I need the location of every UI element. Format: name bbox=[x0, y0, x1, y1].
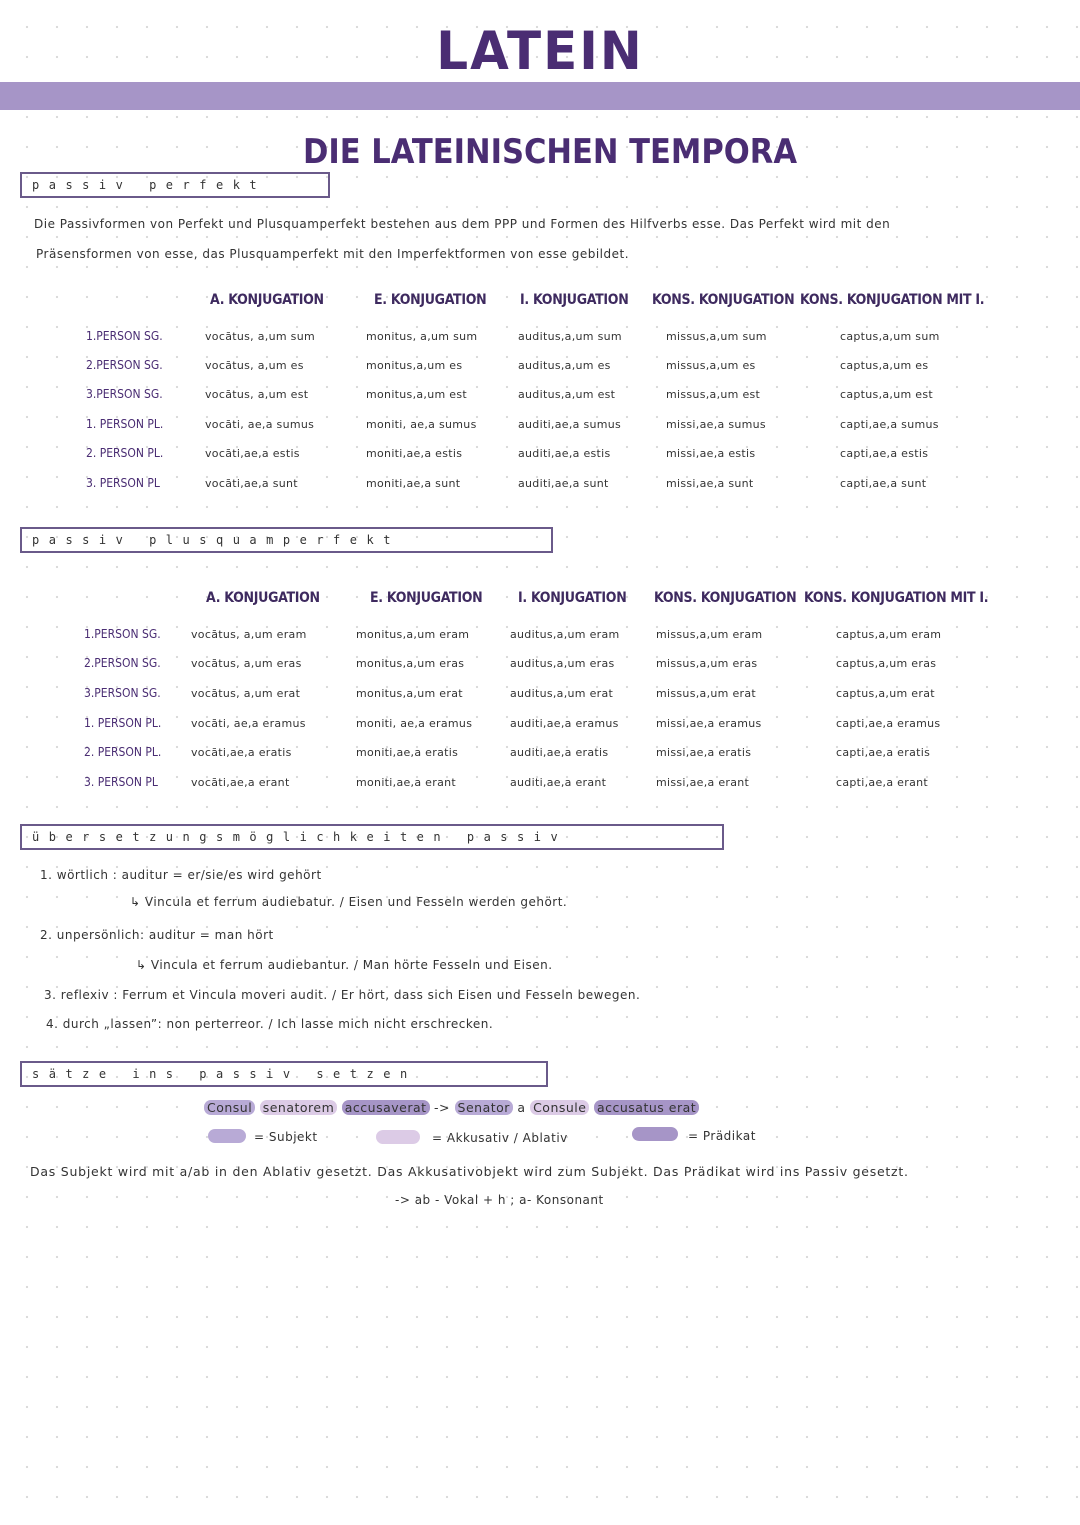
table-cell: monitus, a,um sum bbox=[366, 330, 478, 343]
table-cell: monitus,a,um est bbox=[366, 388, 468, 401]
table-cell: auditus,a,um est bbox=[518, 388, 616, 401]
table-cell: vocāti,ae,a sunt bbox=[205, 477, 298, 490]
table-cell: capti,ae,a estis bbox=[840, 447, 929, 460]
table-cell: missus,a,um sum bbox=[666, 330, 767, 343]
example-predicate: accusaverat bbox=[342, 1100, 430, 1115]
person-label: 2. PERSON PL. bbox=[86, 446, 164, 460]
translation-impersonal-example: ↳ Vincula et ferrum audiebantur. / Man hörte Fesseln und Eisen. bbox=[136, 958, 553, 972]
column-header: I. KONJUGATION bbox=[520, 292, 629, 308]
section-label-perfekt: passiv perfekt bbox=[20, 172, 330, 198]
example-passive-predicate: accusatus erat bbox=[594, 1100, 699, 1115]
table-cell: missus,a,um erat bbox=[656, 687, 756, 700]
table-cell: vocāti, ae,a sumus bbox=[205, 418, 315, 431]
header-band bbox=[0, 82, 1080, 110]
table-cell: moniti,ae,a erant bbox=[356, 776, 456, 789]
table-cell: missus,a,um eram bbox=[656, 628, 763, 641]
person-label: 2.PERSON SG. bbox=[84, 656, 161, 670]
legend-praedikat-swatch bbox=[632, 1127, 678, 1141]
table-cell: vocātus, a,um sum bbox=[205, 330, 315, 343]
table-cell: auditi,ae,a estis bbox=[518, 447, 611, 460]
table-cell: moniti,ae,a estis bbox=[366, 447, 463, 460]
column-header: E. KONJUGATION bbox=[374, 292, 487, 308]
person-label: 3.PERSON SG. bbox=[84, 686, 161, 700]
person-label: 2. PERSON PL. bbox=[84, 745, 162, 759]
person-label: 3. PERSON PL bbox=[84, 775, 158, 789]
translation-literal-example: ↳ Vincula et ferrum audiebatur. / Eisen und Fesseln werden gehört. bbox=[130, 895, 568, 909]
table-cell: missus,a,um eras bbox=[656, 657, 758, 670]
intro-line-2: Präsensformen von esse, das Plusquamperfekt mit den Imperfektformen von esse gebildet. bbox=[36, 247, 630, 261]
example-ablative: Consule bbox=[530, 1100, 589, 1115]
table-cell: captus,a,um eram bbox=[836, 628, 942, 641]
table-cell: monitus,a,um eram bbox=[356, 628, 470, 641]
column-header: I. KONJUGATION bbox=[518, 590, 627, 606]
page-title: LATEIN bbox=[436, 20, 644, 82]
section-label-uebersetzung: übersetzungsmöglichkeiten passiv bbox=[20, 824, 724, 850]
legend-subjekt: = Subjekt bbox=[254, 1130, 318, 1144]
legend-subjekt-swatch bbox=[208, 1129, 246, 1143]
table-cell: vocāti,ae,a estis bbox=[205, 447, 300, 460]
table-cell: vocātus, a,um eras bbox=[191, 657, 302, 670]
page-subtitle: DIE LATEINISCHEN TEMPORA bbox=[302, 132, 798, 172]
table-cell: capti,ae,a sumus bbox=[840, 418, 939, 431]
table-cell: missi,ae,a sumus bbox=[666, 418, 766, 431]
example-passive-subject: Senator bbox=[455, 1100, 513, 1115]
example-subject: Consul bbox=[204, 1100, 255, 1115]
table-cell: capti,ae,a sunt bbox=[840, 477, 927, 490]
table-cell: vocāti,ae,a eratis bbox=[191, 746, 292, 759]
person-label: 3.PERSON SG. bbox=[86, 387, 163, 401]
table-cell: missi,ae,a eramus bbox=[656, 717, 762, 730]
table-cell: auditus,a,um es bbox=[518, 359, 611, 372]
table-cell: moniti,ae,a eratis bbox=[356, 746, 459, 759]
table-cell: moniti,ae,a sunt bbox=[366, 477, 461, 490]
column-header: KONS. KONJUGATION bbox=[652, 292, 795, 308]
table-cell: captus,a,um sum bbox=[840, 330, 940, 343]
column-header: A. KONJUGATION bbox=[206, 590, 320, 606]
table-cell: moniti, ae,a eramus bbox=[356, 717, 473, 730]
table-cell: auditi,ae,a erant bbox=[510, 776, 607, 789]
table-cell: auditi,ae,a eramus bbox=[510, 717, 619, 730]
person-label: 3. PERSON PL bbox=[86, 476, 160, 490]
table-cell: moniti, ae,a sumus bbox=[366, 418, 477, 431]
translation-literal: 1. wörtlich : auditur = er/sie/es wird gehört bbox=[40, 868, 322, 882]
table-cell: missi,ae,a erant bbox=[656, 776, 750, 789]
table-cell: captus,a,um est bbox=[840, 388, 934, 401]
legend-akkusativ-swatch bbox=[376, 1130, 420, 1144]
person-label: 2.PERSON SG. bbox=[86, 358, 163, 372]
column-header: KONS. KONJUGATION bbox=[654, 590, 797, 606]
person-label: 1.PERSON SG. bbox=[86, 329, 163, 343]
column-header: KONS. KONJUGATION MIT I. bbox=[800, 292, 985, 308]
table-cell: capti,ae,a erant bbox=[836, 776, 928, 789]
table-cell: vocāti, ae,a eramus bbox=[191, 717, 306, 730]
table-cell: missus,a,um est bbox=[666, 388, 761, 401]
person-label: 1. PERSON PL. bbox=[86, 417, 164, 431]
person-label: 1. PERSON PL. bbox=[84, 716, 162, 730]
table-cell: missus,a,um es bbox=[666, 359, 756, 372]
table-cell: auditus,a,um eram bbox=[510, 628, 620, 641]
legend-praedikat: = Prädikat bbox=[688, 1129, 756, 1143]
table-cell: captus,a,um eras bbox=[836, 657, 937, 670]
table-cell: missi,ae,a estis bbox=[666, 447, 756, 460]
table-cell: missi,ae,a sunt bbox=[666, 477, 754, 490]
table-cell: monitus,a,um es bbox=[366, 359, 463, 372]
translation-reflexive: 3. reflexiv : Ferrum et Vincula moveri audit. / Er hört, dass sich Eisen und Fesseln bewegen. bbox=[44, 988, 641, 1002]
passive-rule-note: -> ab - Vokal + h ; a- Konsonant bbox=[395, 1193, 604, 1207]
translation-impersonal: 2. unpersönlich: auditur = man hört bbox=[40, 928, 274, 942]
column-header: A. KONJUGATION bbox=[210, 292, 324, 308]
table-cell: captus,a,um erat bbox=[836, 687, 935, 700]
table-cell: vocātus, a,um erat bbox=[191, 687, 301, 700]
table-cell: auditi,ae,a sunt bbox=[518, 477, 609, 490]
table-cell: monitus,a,um eras bbox=[356, 657, 465, 670]
table-cell: missi,ae,a eratis bbox=[656, 746, 752, 759]
example-sentence bbox=[204, 1100, 699, 1115]
example-preposition: a bbox=[517, 1100, 526, 1115]
table-cell: auditus,a,um erat bbox=[510, 687, 614, 700]
section-label-saetze: sätze ins passiv setzen bbox=[20, 1061, 548, 1087]
example-object: senatorem bbox=[260, 1100, 338, 1115]
intro-line-1: Die Passivformen von Perfekt und Plusquamperfekt bestehen aus dem PPP und Formen des Hilfverbs esse. Das Perfekt wird mit den bbox=[34, 217, 891, 231]
passive-rule: Das Subjekt wird mit a/ab in den Ablativ gesetzt. Das Akkusativobjekt wird zum Subjekt. Das Prädikat wird ins Passiv gesetzt. bbox=[30, 1164, 909, 1179]
legend-akkusativ: = Akkusativ / Ablativ bbox=[432, 1131, 568, 1145]
table-cell: auditi,ae,a sumus bbox=[518, 418, 622, 431]
table-cell: capti,ae,a eratis bbox=[836, 746, 931, 759]
table-cell: auditi,ae,a eratis bbox=[510, 746, 609, 759]
table-cell: vocātus, a,um est bbox=[205, 388, 309, 401]
table-cell: auditus,a,um eras bbox=[510, 657, 615, 670]
table-cell: monitus,a,um erat bbox=[356, 687, 463, 700]
column-header: E. KONJUGATION bbox=[370, 590, 483, 606]
table-cell: vocāti,ae,a erant bbox=[191, 776, 290, 789]
table-cell: auditus,a,um sum bbox=[518, 330, 622, 343]
table-cell: captus,a,um es bbox=[840, 359, 929, 372]
table-cell: capti,ae,a eramus bbox=[836, 717, 941, 730]
table-cell: vocātus, a,um es bbox=[205, 359, 304, 372]
example-arrow: -> bbox=[434, 1100, 451, 1115]
translation-lassen: 4. durch „lassen”: non perterreor. / Ich lasse mich nicht erschrecken. bbox=[46, 1017, 494, 1031]
person-label: 1.PERSON SG. bbox=[84, 627, 161, 641]
table-cell: vocātus, a,um eram bbox=[191, 628, 307, 641]
section-label-plusquamperfekt: passiv plusquamperfekt bbox=[20, 527, 553, 553]
column-header: KONS. KONJUGATION MIT I. bbox=[804, 590, 989, 606]
